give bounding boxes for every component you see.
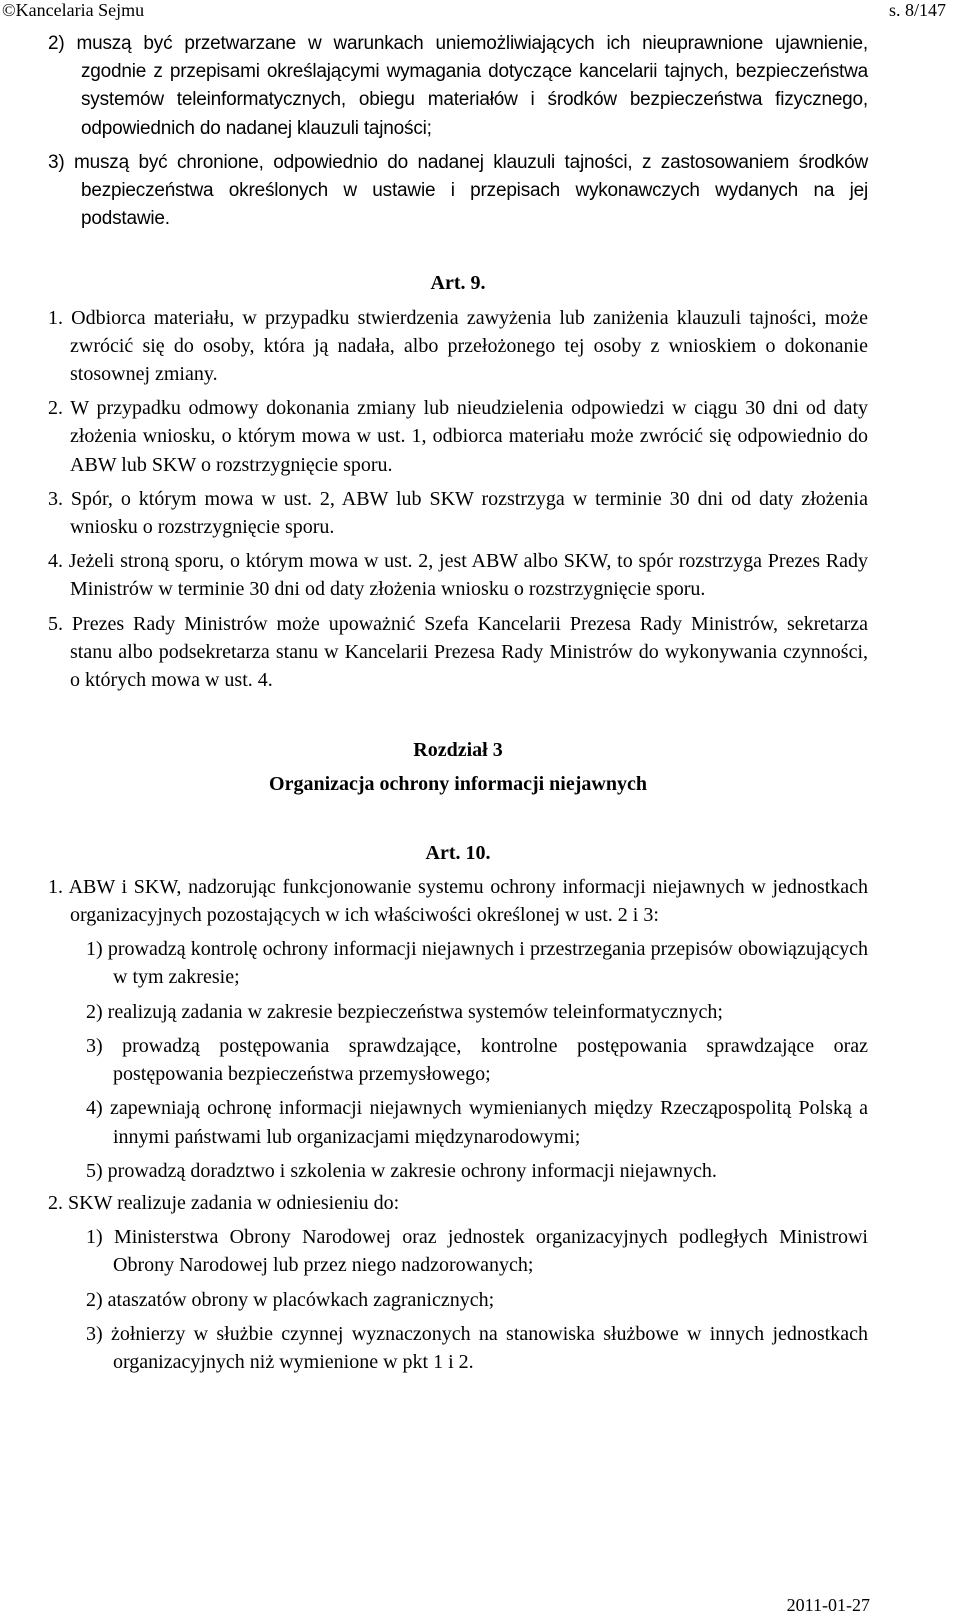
art10-p1-item-3: 3) prowadzą postępowania sprawdzające, kontrolne postępowania sprawdzające oraz postępowania bezpieczeństwa przemysłowego; (86, 1034, 868, 1086)
art9-title: Art. 9. (430, 272, 486, 295)
art10-para-2: 2. SKW realizuje zadania w odniesieniu do: (48, 1191, 400, 1214)
art10-p1-item-1: 1) prowadzą kontrolę ochrony informacji niejawnych i przestrzegania przepisów obowiązujących w tym zakresie; (86, 938, 868, 989)
art9-para-3: 3. Spór, o którym mowa w ust. 2, ABW lub SKW rozstrzyga w terminie 30 dni od daty złożenia wniosku o rozstrzygnięcie sporu. (48, 487, 868, 539)
chapter-number: Rozdział 3 (413, 739, 503, 762)
art10-p1-item-5: 5) prowadzą doradztwo i szkolenia w zakresie ochrony informacji niejawnych. (86, 1159, 717, 1182)
art10-para-1: 1. ABW i SKW, nadzorując funkcjonowanie systemu ochrony informacji niejawnych w jednostkach organizacyjnych pozostających w ich właściwości określonej w ust. 2 i 3: (48, 875, 868, 927)
art9-para-1: 1. Odbiorca materiału, w przypadku stwierdzenia zawyżenia lub zaniżenia klauzuli tajności, może zwrócić się do osoby, która ją nadała, albo przełożonego tej osoby z wnioskiem o dokonanie stosownej zmiany. (48, 306, 868, 386)
art10-p2-item-2: 2) ataszatów obrony w placówkach zagranicznych; (86, 1288, 495, 1311)
chapter-title: Organizacja ochrony informacji niejawnych (269, 773, 647, 796)
header-source: ©Kancelaria Sejmu (2, 0, 145, 20)
art9-para-4: 4. Jeżeli stroną sporu, o którym mowa w ust. 2, jest ABW albo SKW, to spór rozstrzyga Prezes Rady Ministrów w terminie 30 dni od daty złożenia wniosku o rozstrzygnięcie sporu. (48, 550, 868, 601)
intro-item-3: 3) muszą być chronione, odpowiednio do nadanej klauzuli tajności, z zastosowaniem środków bezpieczeństwa określonych w ustawie i przepisach wykonawczych wydanych na jej podstawie. (48, 151, 868, 230)
intro-item-2: 2) muszą być przetwarzane w warunkach uniemożliwiających ich nieuprawnione ujawnienie, zgodnie z przepisami określającymi wymagania dotyczące kancelarii tajnych, bezpieczeństwa systemów teleinformatycznych, obiegu materiałów i środków bezpieczeństwa fizycznego, odpowiednich do nadanej klauzuli tajności; (48, 33, 868, 139)
art10-title: Art. 10. (425, 841, 491, 864)
art9-para-5: 5. Prezes Rady Ministrów może upoważnić Szefa Kancelarii Prezesa Rady Ministrów, sekretarza stanu albo podsekretarza stanu w Kancelarii Prezesa Rady Ministrów do wykonywania czynności, o których mowa w ust. 4. (48, 612, 868, 692)
footer-date: 2011-01-27 (786, 1595, 870, 1615)
art10-p1-item-4: 4) zapewniają ochronę informacji niejawnych wymienianych między Rzecząpospolitą Polską a innymi państwami lub organizacjami międzynarodowymi; (86, 1097, 868, 1148)
art10-p1-item-2: 2) realizują zadania w zakresie bezpieczeństwa systemów teleinformatycznych; (86, 1000, 723, 1023)
document-body (48, 30, 868, 1376)
art10-p2-item-3: 3) żołnierzy w służbie czynnej wyznaczonych na stanowiska służbowe w innych jednostkach organizacyjnych niż wymienione w pkt 1 i 2. (86, 1322, 868, 1373)
art9-para-2: 2. W przypadku odmowy dokonania zmiany lub nieudzielenia odpowiedzi w ciągu 30 dni od daty złożenia wniosku, o którym mowa w ust. 1, odbiorca materiału może zwrócić się odpowiednio do ABW lub SKW o rozstrzygnięcie sporu. (48, 397, 868, 476)
header-page-number: s. 8/147 (888, 0, 946, 20)
art10-p2-item-1: 1) Ministerstwa Obrony Narodowej oraz jednostek organizacyjnych podległych Ministrowi Obrony Narodowej lub przez niego nadzorowanych; (86, 1226, 868, 1277)
